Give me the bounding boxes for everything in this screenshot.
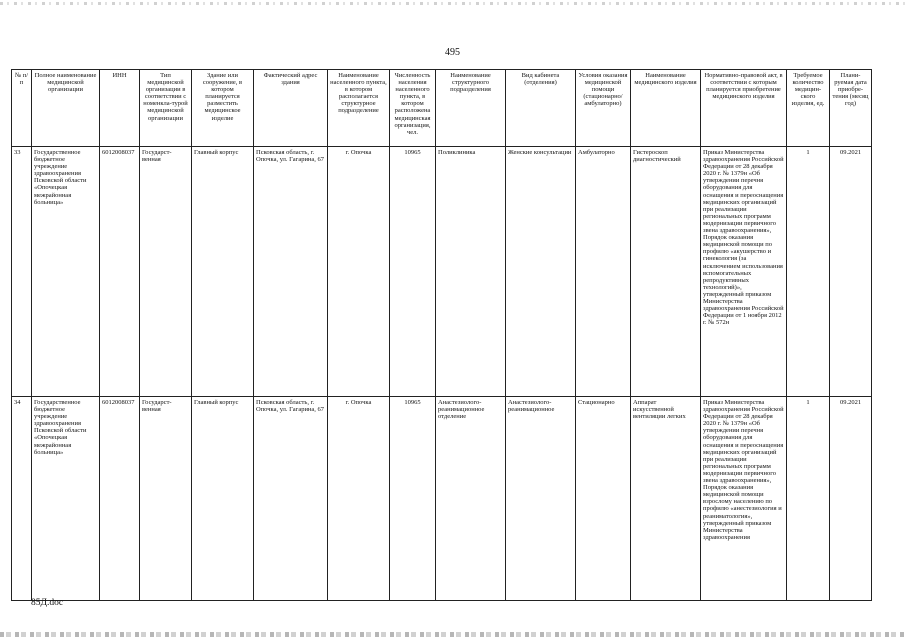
header-unit: Наименование структурного подразделения bbox=[436, 70, 506, 147]
cell-unit: Поликлиника bbox=[436, 147, 506, 397]
cell-inn: 6012008037 bbox=[100, 147, 140, 397]
header-conditions: Условия оказания медицинской помощи (стационарно/ амбулаторно) bbox=[576, 70, 631, 147]
cell-num: 33 bbox=[12, 147, 32, 397]
cell-act: Приказ Министерства здравоохранения Российской Федерации от 28 декабря 2020 г. № 1379н «Об утверждении перечня оборудования для оснащения и переоснащения медицинских организаций при реализации региональных программ модернизации первичного звена здравоохранения», Порядок оказания медицинской помощи по профилю «акушерство и гинекология (за исключением использования вспомогательных репродуктивных технологий)», утвержденный приказом Министерства здравоохранения Российской Федерации от 1 ноября 2012 г. № 572н bbox=[701, 147, 787, 397]
scan-noise-bottom bbox=[0, 632, 905, 637]
header-num: № п/п bbox=[12, 70, 32, 147]
cell-population: 10965 bbox=[390, 147, 436, 397]
table-row bbox=[12, 397, 872, 601]
header-org: Полное наименование медицинской организации bbox=[32, 70, 100, 147]
header-qty: Требуемое количество медицин-ского изделия, ед. bbox=[787, 70, 830, 147]
cell-cabinet: Анастезиолого-реанимационное bbox=[506, 397, 576, 601]
cell-locality: г. Опочка bbox=[328, 147, 390, 397]
header-cabinet: Вид кабинета (отделения) bbox=[506, 70, 576, 147]
header-device: Наименование медицинского изделия bbox=[631, 70, 701, 147]
cell-qty: 1 bbox=[787, 397, 830, 601]
cell-cabinet: Женские консультации bbox=[506, 147, 576, 397]
cell-device: Гистероскоп диагностический bbox=[631, 147, 701, 397]
table-header-row bbox=[12, 70, 872, 147]
header-inn: ИНН bbox=[100, 70, 140, 147]
cell-device: Аппарат искусственной вентиляции легких bbox=[631, 397, 701, 601]
cell-building: Главный корпус bbox=[192, 397, 254, 601]
cell-qty: 1 bbox=[787, 147, 830, 397]
cell-locality: г. Опочка bbox=[328, 397, 390, 601]
header-address: Фактический адрес здания bbox=[254, 70, 328, 147]
cell-population: 10965 bbox=[390, 397, 436, 601]
header-locality: Наименование населенного пункта, в котором располагается структурное подразделение bbox=[328, 70, 390, 147]
cell-unit: Анастезиолого-реанимационное отделение bbox=[436, 397, 506, 601]
table-row bbox=[12, 147, 872, 397]
cell-address: Псковская область, г. Опочка, ул. Гагарина, 67 bbox=[254, 147, 328, 397]
cell-date: 09.2021 bbox=[830, 397, 872, 601]
cell-conditions: Амбулаторно bbox=[576, 147, 631, 397]
scan-noise-top bbox=[0, 2, 905, 5]
page-number: 495 bbox=[445, 47, 460, 58]
cell-conditions: Стационарно bbox=[576, 397, 631, 601]
header-act: Нормативно-правовой акт, в соответствии с которым планируется приобретение медицинского изделия bbox=[701, 70, 787, 147]
equipment-table bbox=[11, 69, 872, 601]
cell-org: Государственное бюджетное учреждение здравоохранения Псковской области «Опочецкая межрайонная больница» bbox=[32, 397, 100, 601]
cell-num: 34 bbox=[12, 397, 32, 601]
cell-date: 09.2021 bbox=[830, 147, 872, 397]
cell-building: Главный корпус bbox=[192, 147, 254, 397]
cell-address: Псковская область, г. Опочка, ул. Гагарина, 67 bbox=[254, 397, 328, 601]
cell-org: Государственное бюджетное учреждение здравоохранения Псковской области «Опочецкая межрайонная больница» bbox=[32, 147, 100, 397]
footer-filename: 85Д.doc bbox=[31, 598, 64, 608]
header-population: Численность населения населенного пункта, в котором расположена медицинская организация, чел. bbox=[390, 70, 436, 147]
header-type: Тип медицинской организации в соответствии с номенкла-турой медицинской организации bbox=[140, 70, 192, 147]
cell-act: Приказ Министерства здравоохранения Российской Федерации от 28 декабря 2020 г. № 1379н «Об утверждении перечня оборудования для оснащения и переоснащения медицинских организаций при реализации региональных программ модернизации первичного звена здравоохранения», Порядок оказания медицинской помощи взрослому населению по профилю «анестезиология и реаниматология», утвержденный приказом Министерства здравоохранения bbox=[701, 397, 787, 601]
cell-inn: 6012008037 bbox=[100, 397, 140, 601]
cell-type: Государст-венная bbox=[140, 147, 192, 397]
header-building: Здание или сооружение, в котором планируется разместить медицинское изделие bbox=[192, 70, 254, 147]
header-date: Плани-руемая дата приобре-тения (месяц год) bbox=[830, 70, 872, 147]
cell-type: Государст-венная bbox=[140, 397, 192, 601]
